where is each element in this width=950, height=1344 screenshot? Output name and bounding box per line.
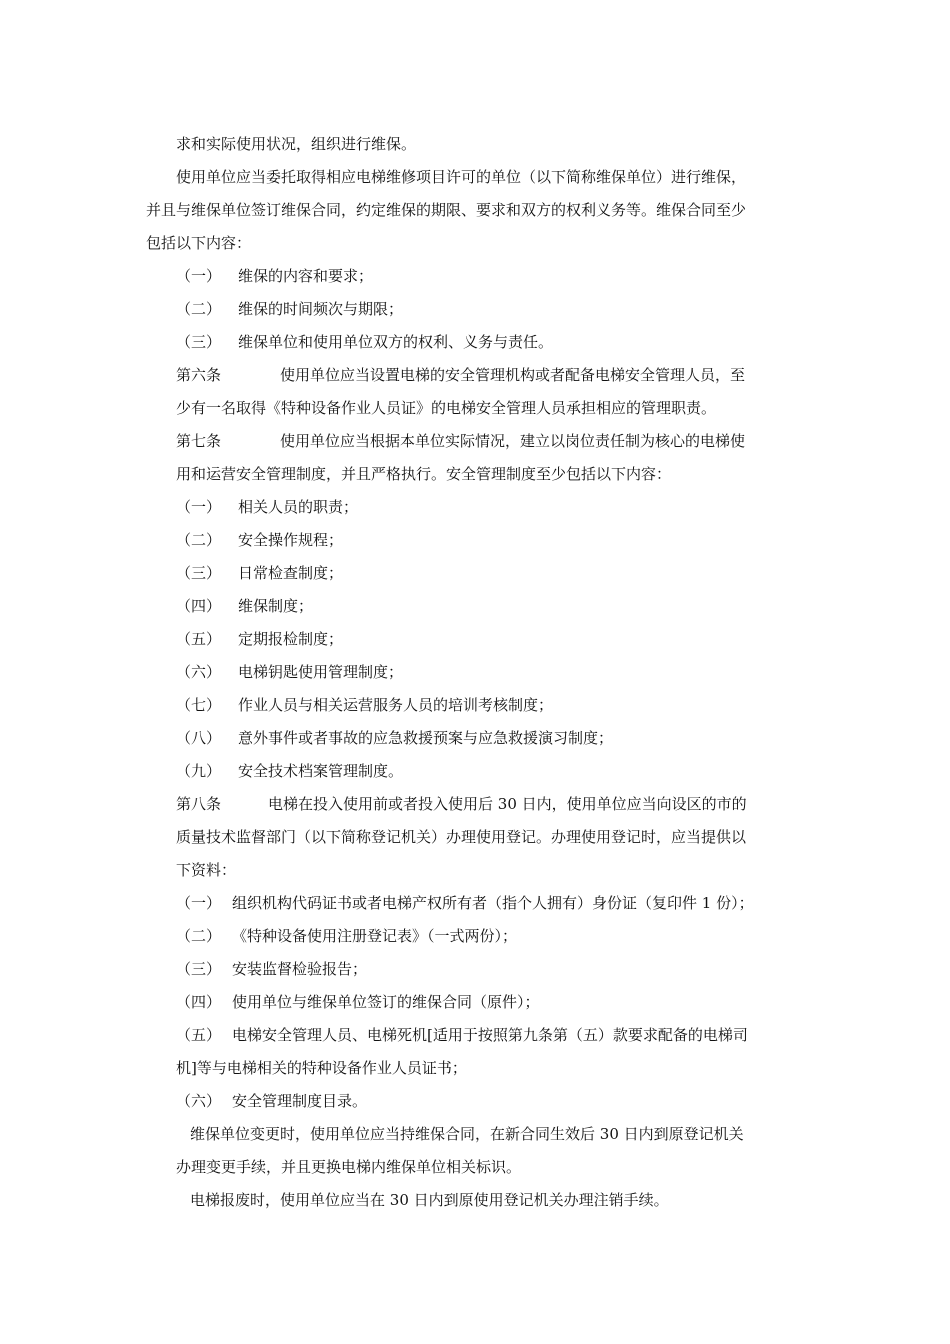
list-item: （三） 维保单位和使用单位双方的权利、义务与责任。 <box>176 326 553 360</box>
article-number: 第七条 <box>176 432 222 450</box>
paragraph-line: 办理变更手续，并且更换电梯内维保单位相关标识。 <box>176 1158 522 1176</box>
list-item: （三） 日常检查制度； <box>176 557 343 591</box>
list-item: （六） 安全管理制度目录。 <box>176 1085 367 1119</box>
list-item: （三） 安装监督检验报告； <box>176 953 367 987</box>
list-item: （八） 意外事件或者事故的应急救援预案与应急救援演习制度； <box>176 722 613 756</box>
paragraph-line: 用和运营安全管理制度，并且严格执行。安全管理制度至少包括以下内容： <box>176 465 672 483</box>
paragraph-line: 机]等与电梯相关的特种设备作业人员证书； <box>176 1059 467 1077</box>
list-number: （一） <box>176 498 222 516</box>
list-item: （五） 定期报检制度； <box>176 623 343 657</box>
list-number: （三） <box>176 960 222 978</box>
list-number: （四） <box>176 993 222 1011</box>
article-number: 第六条 <box>176 366 222 384</box>
article-line: 第七条 使用单位应当根据本单位实际情况，建立以岗位责任制为核心的电梯使 <box>176 425 745 459</box>
list-number: （九） <box>176 762 222 780</box>
list-item: （一） 组织机构代码证书或者电梯产权所有者（指个人拥有）身份证（复印件 1 份）； <box>176 887 754 921</box>
list-number: （五） <box>176 630 222 648</box>
paragraph-line: 使用单位应当委托取得相应电梯维修项目许可的单位（以下简称维保单位）进行维保， <box>176 168 747 186</box>
list-number: （二） <box>176 531 222 549</box>
article-line: 第六条 使用单位应当设置电梯的安全管理机构或者配备电梯安全管理人员，至 <box>176 359 745 393</box>
list-number: （七） <box>176 696 222 714</box>
article-number: 第八条 <box>176 795 222 813</box>
paragraph-line: 并且与维保单位签订维保合同，约定维保的期限、要求和双方的权利义务等。维保合同至少 <box>146 201 747 219</box>
list-number: （六） <box>176 1092 222 1110</box>
list-number: （四） <box>176 597 222 615</box>
paragraph-line: 包括以下内容： <box>146 234 252 252</box>
list-item: （四） 维保制度； <box>176 590 313 624</box>
list-number: （一） <box>176 267 222 285</box>
list-number: （二） <box>176 927 222 945</box>
list-item: （四） 使用单位与维保单位签订的维保合同（原件）； <box>176 986 540 1020</box>
list-item: （二） 《特种设备使用注册登记表》（一式两份）； <box>176 920 517 954</box>
paragraph-line: 电梯报废时，使用单位应当在 30 日内到原使用登记机关办理注销手续。 <box>190 1191 669 1209</box>
paragraph-line: 质量技术监督部门（以下简称登记机关）办理使用登记。办理使用登记时，应当提供以 <box>176 828 747 846</box>
paragraph-line: 下资料： <box>176 861 237 879</box>
list-number: （六） <box>176 663 222 681</box>
list-item: （一） 相关人员的职责； <box>176 491 358 525</box>
list-number: （五） <box>176 1026 222 1044</box>
list-number: （三） <box>176 333 222 351</box>
list-number: （一） <box>176 894 222 912</box>
list-number: （三） <box>176 564 222 582</box>
list-item: （五） 电梯安全管理人员、电梯死机[适用于按照第九条第（五）款要求配备的电梯司 <box>176 1019 748 1053</box>
list-item: （六） 电梯钥匙使用管理制度； <box>176 656 403 690</box>
paragraph-line: 求和实际使用状况，组织进行维保。 <box>176 135 417 153</box>
list-item: （二） 安全操作规程； <box>176 524 343 558</box>
paragraph-line: 维保单位变更时，使用单位应当持维保合同，在新合同生效后 30 日内到原登记机关 <box>190 1125 744 1143</box>
article-line: 第八条 电梯在投入使用前或者投入使用后 30 日内，使用单位应当向设区的市的 <box>176 788 747 822</box>
list-number: （八） <box>176 729 222 747</box>
list-item: （九） 安全技术档案管理制度。 <box>176 755 403 789</box>
list-number: （二） <box>176 300 222 318</box>
list-item: （一） 维保的内容和要求； <box>176 260 373 294</box>
list-item: （七） 作业人员与相关运营服务人员的培训考核制度； <box>176 689 553 723</box>
list-item: （二） 维保的时间频次与期限； <box>176 293 403 327</box>
paragraph-line: 少有一名取得《特种设备作业人员证》的电梯安全管理人员承担相应的管理职责。 <box>176 399 717 417</box>
